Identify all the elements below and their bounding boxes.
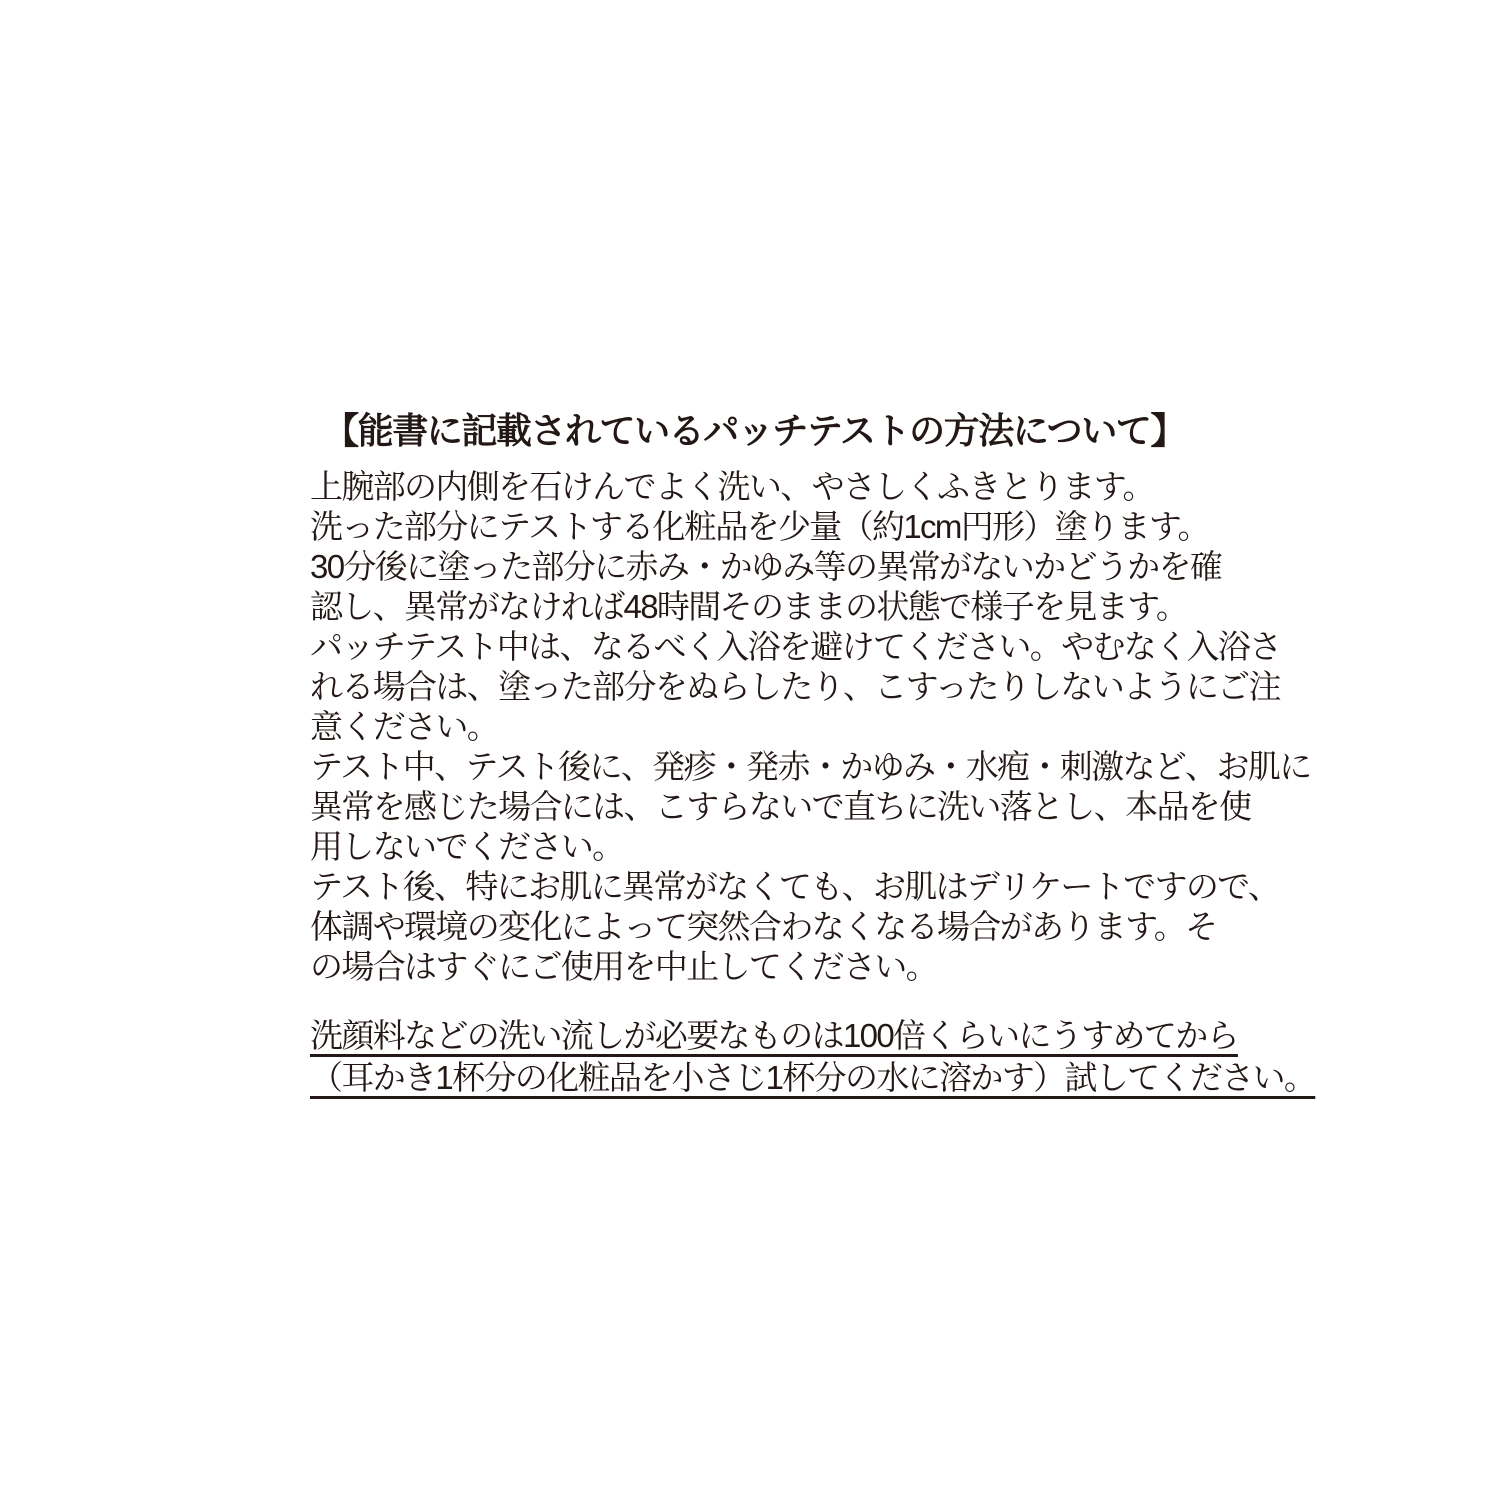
body-line: れる場合は、塗った部分をぬらしたり、こすったりしないようにご注 [310, 668, 1280, 705]
body-line: パッチテスト中は、なるべく入浴を避けてください。やむなく入浴さ [310, 628, 1281, 665]
body-line: 30分後に塗った部分に赤み・かゆみ等の異常がないかどうかを確 [310, 548, 1222, 585]
body-line: 異常を感じた場合には、こすらないで直ちに洗い落とし、本品を使 [310, 788, 1251, 825]
body-line: テスト後、特にお肌に異常がなくても、お肌はデリケートですので、 [310, 868, 1280, 905]
body-line: の場合はすぐにご使用を中止してください。 [310, 948, 938, 985]
note-line: （耳かき1杯分の化粧品を小さじ1杯分の水に溶かす）試してください。 [310, 1059, 1316, 1096]
body-line: テスト中、テスト後に、発疹・発赤・かゆみ・水疱・刺激など、お肌に [310, 748, 1311, 785]
document-note-underlined [310, 1015, 1316, 1099]
body-line: 用しないでください。 [310, 828, 624, 865]
note-line: 洗顔料などの洗い流しが必要なものは100倍くらいにうすめてから [310, 1017, 1238, 1054]
body-line: 洗った部分にテストする化粧品を少量（約1cm円形）塗ります。 [310, 508, 1209, 545]
document-title: 【能書に記載されているパッチテストの方法について】 [323, 410, 1185, 451]
body-line: 意ください。 [310, 708, 499, 745]
document-body [310, 467, 1311, 987]
body-line: 上腕部の内側を石けんでよく洗い、やさしくふきとります。 [310, 468, 1154, 505]
document-block [310, 409, 1316, 1099]
body-line: 体調や環境の変化によって突然合わなくなる場合があります。そ [310, 908, 1217, 945]
body-line: 認し、異常がなければ48時間そのままの状態で様子を見ます。 [310, 588, 1188, 625]
